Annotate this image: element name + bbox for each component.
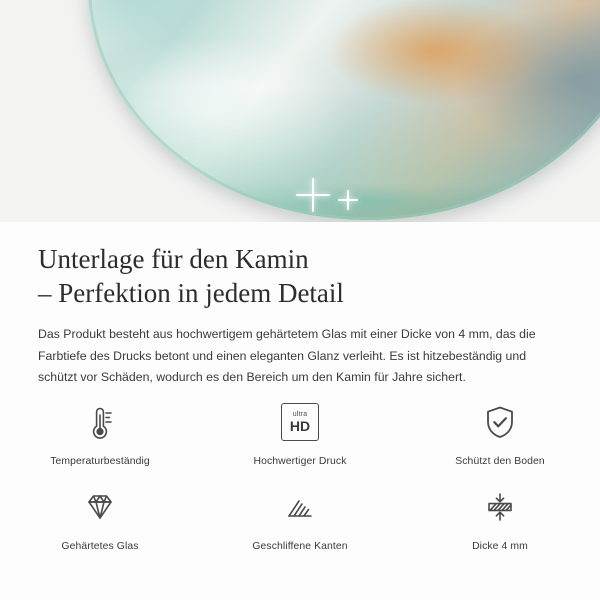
thickness-arrows-icon: [474, 483, 526, 531]
page-title: [0, 222, 600, 310]
feature-item-thickness: [400, 483, 600, 552]
glass-plate-image: [88, 0, 600, 220]
feature-label: Hochwertiger Druck: [253, 456, 347, 467]
feature-label: Gehärtetes Glas: [61, 541, 139, 552]
feature-item-floor-protection: [400, 398, 600, 467]
feature-label: Geschliffene Kanten: [252, 541, 348, 552]
feature-label: Schützt den Boden: [455, 456, 545, 467]
feature-item-polished-edges: [200, 483, 400, 552]
hero-image: [0, 0, 600, 222]
feature-label: Dicke 4 mm: [472, 541, 528, 552]
ultra-hd-bottom-text: HD: [289, 418, 311, 434]
feature-grid: [0, 398, 600, 552]
diamond-icon: [74, 483, 126, 531]
feature-item-temperature: [0, 398, 200, 467]
page-title-line-2: – Perfektion in jedem Detail: [38, 278, 344, 308]
page-description: Das Produkt besteht aus hochwertigem gehärtetem Glas mit einer Dicke von 4 mm, das die Farbtiefe des Drucks betont und einen eleganten Glanz verleiht. Es ist hitzebeständig und schützt vor Schäden, wodurch es den Bereich um den Kamin für Jahre sichert.: [38, 327, 536, 384]
text-content: [0, 222, 600, 389]
polished-edges-icon: [274, 483, 326, 531]
page-title-line-1: Unterlage für den Kamin: [38, 244, 309, 274]
thermometer-icon: [74, 398, 126, 446]
ultra-hd-icon: [274, 398, 326, 446]
feature-item-print-quality: [200, 398, 400, 467]
ultra-hd-top-text: ultra: [292, 411, 308, 418]
shield-check-icon: [474, 398, 526, 446]
feature-label: Temperaturbeständig: [50, 456, 150, 467]
feature-item-tempered-glass: [0, 483, 200, 552]
